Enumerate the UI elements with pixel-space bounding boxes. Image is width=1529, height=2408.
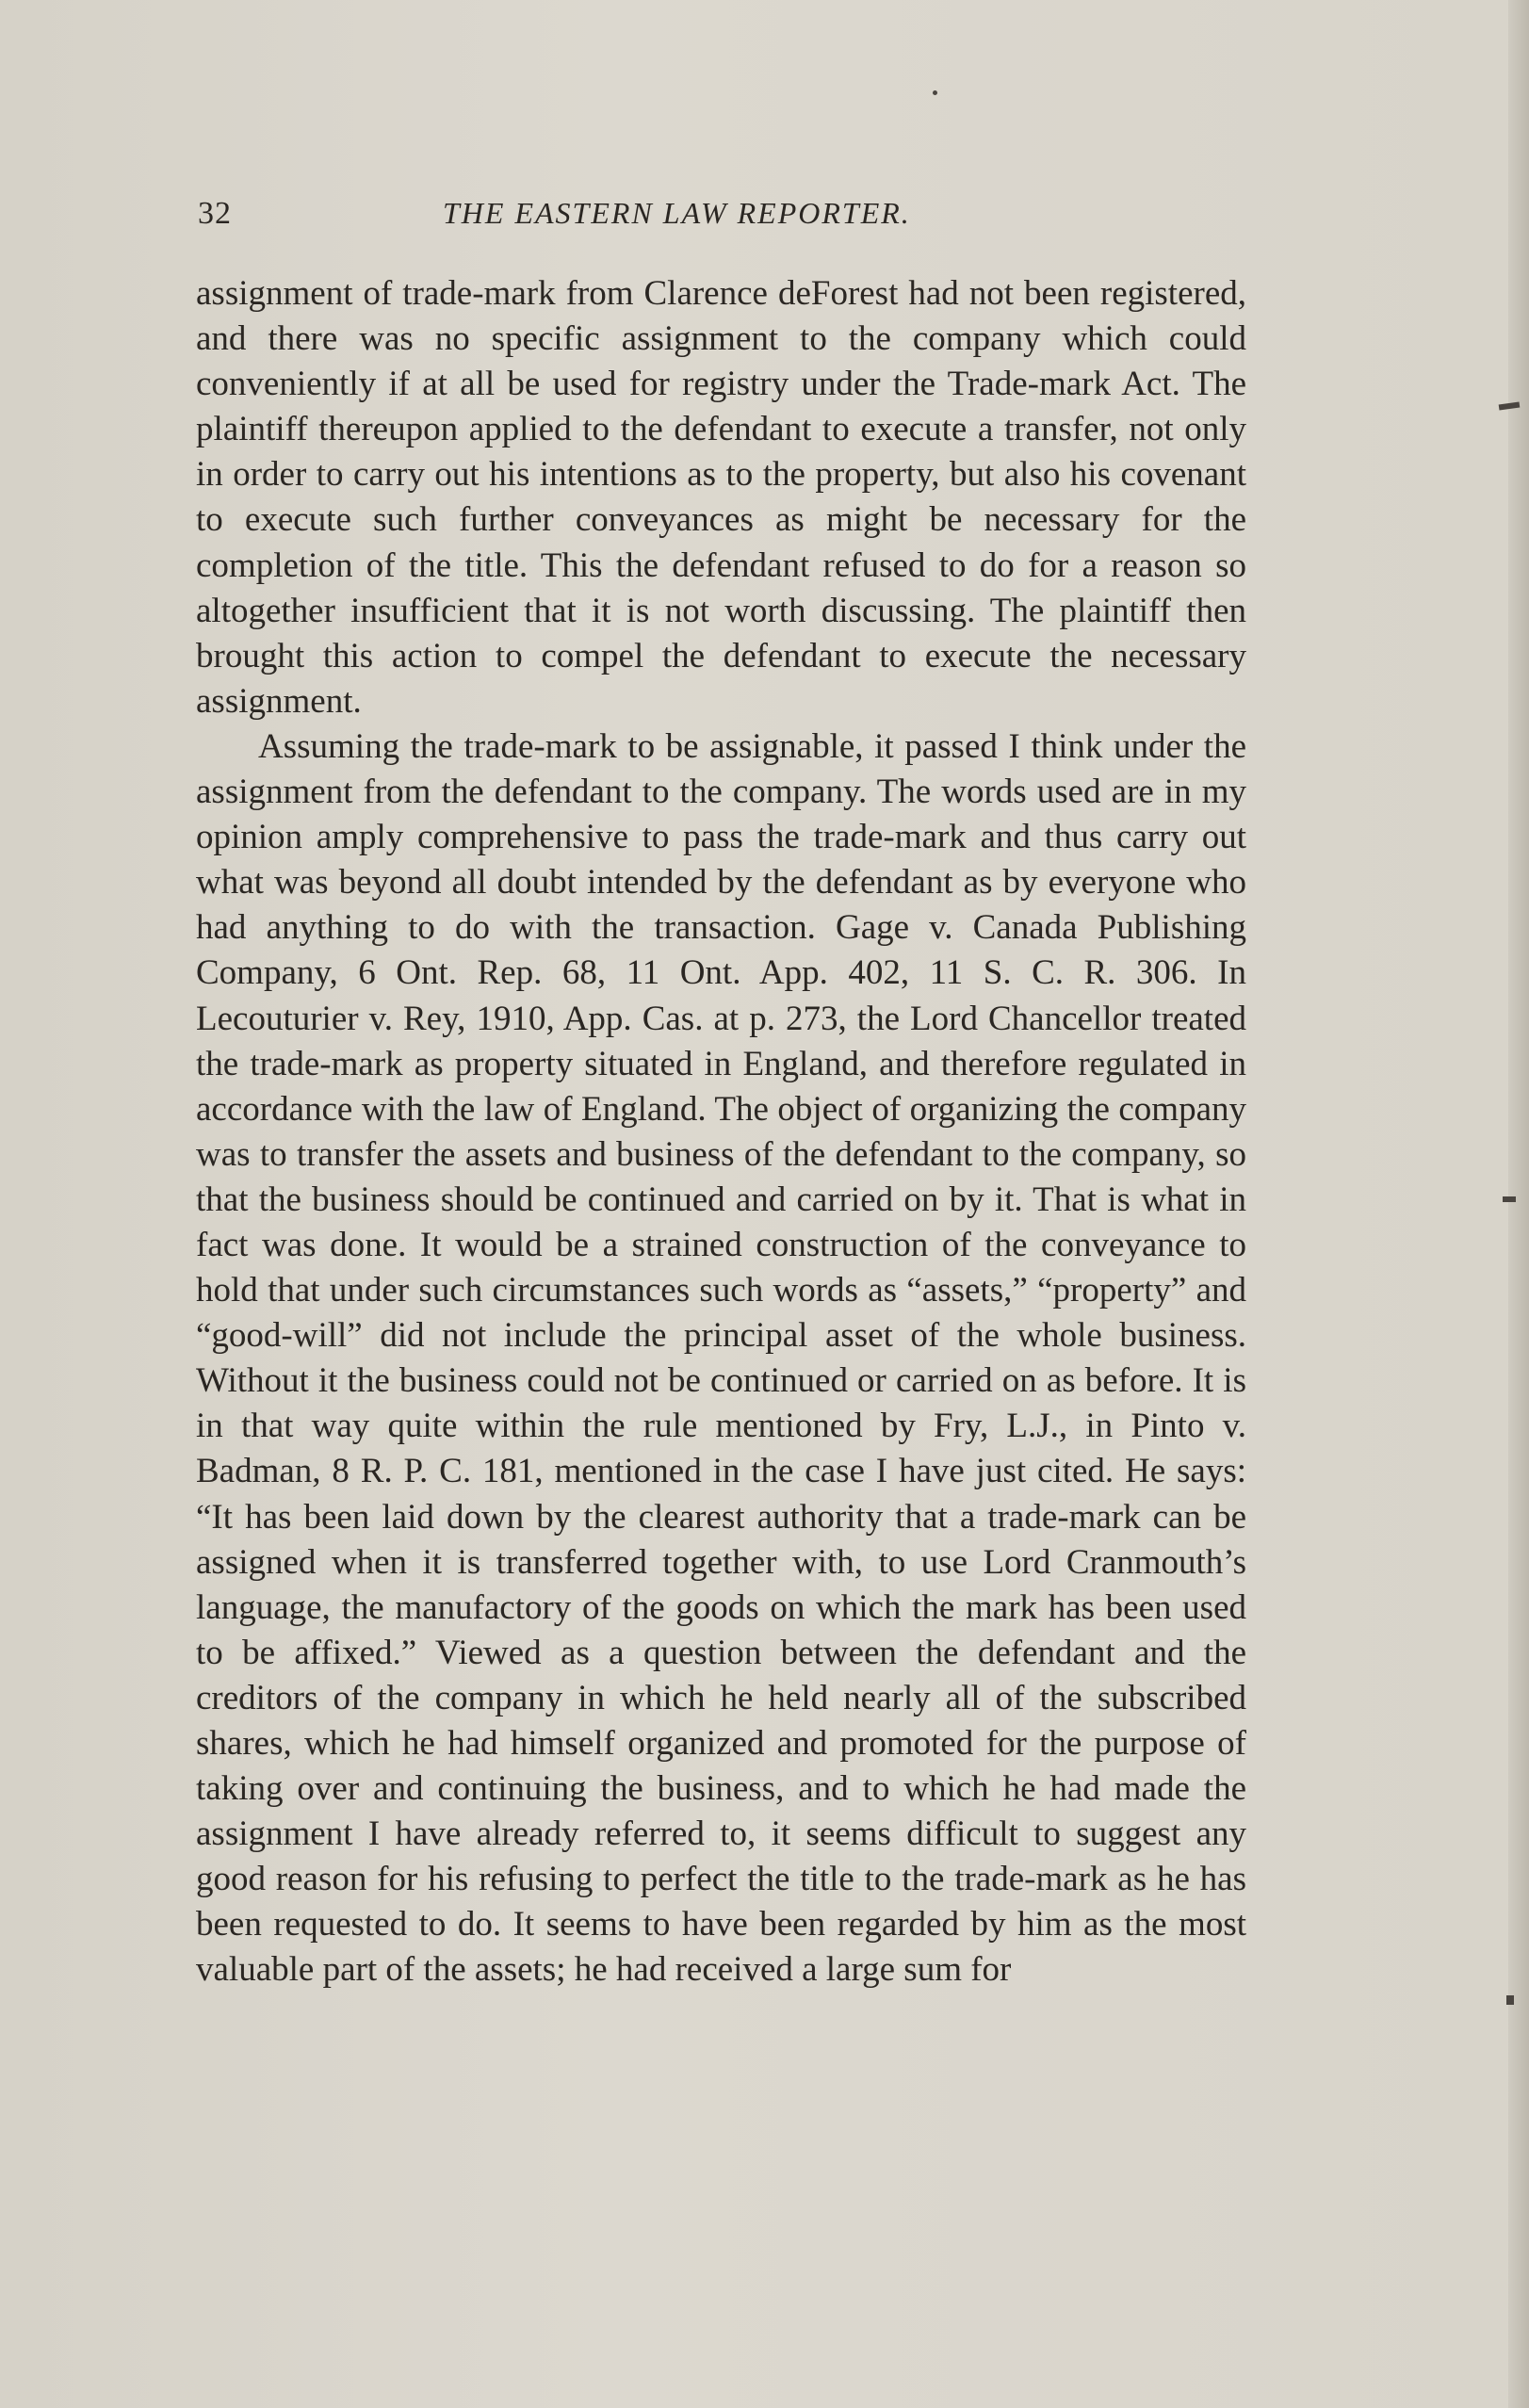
page-header <box>198 196 1253 243</box>
edge-speck <box>1506 1995 1514 2005</box>
ink-dot <box>933 90 937 95</box>
edge-speck <box>1503 1196 1516 1202</box>
paragraph-2: Assuming the trade-mark to be assignable, it passed I think under the assignment from the defendant to the company. The words used are in my opinion amply comprehensive to pass the trade-mark and thus carry out what was beyond all doubt intended by the defendant as by everyone who had anything to do with the transaction. Gage v. Canada Publishing Company, 6 Ont. Rep. 68, 11 Ont. App. 402, 11 S. C. R. 306. In Lecouturier v. Rey, 1910, App. Cas. at p. 273, the Lord Chancellor treated the trade-mark as property situated in England, and therefore regulated in accordance with the law of England. The object of organizing the company was to transfer the assets and business of the defendant to the company, so that the business should be continued and carried on by it. That is what in fact was done. It would be a strained construction of the conveyance to hold that under such circumstances such words as “assets,” “property” and “good-will” did not include the principal asset of the whole business. Without it the business could not be continued or carried on as before. It is in that way quite within the rule mentioned by Fry, L.J., in Pinto v. Badman, 8 R. P. C. 181, mentioned in the case I have just cited. He says: “It has been laid down by the clearest authority that a trade-mark can be assigned when it is transferred together with, to use Lord Cranmouth’s language, the manufactory of the goods on which the mark has been used to be affixed.” Viewed as a question between the defendant and the creditors of the company in which he held nearly all of the subscribed shares, which he had himself organized and promoted for the purpose of taking over and continuing the business, and to which he had made the assignment I have already referred to, it seems difficult to suggest any good reason for his refusing to perfect the title to the trade-mark as he has been requested to do. It seems to have been regarded by him as the most valuable part of the assets; he had received a large sum for <box>196 726 1246 1990</box>
running-title: THE EASTERN LAW REPORTER. <box>443 196 911 230</box>
page-number: 32 <box>198 196 232 231</box>
body-text <box>196 271 1246 1993</box>
page-edge <box>1508 0 1529 2408</box>
paragraph-1: assignment of trade-mark from Clarence deForest had not been registered, and there was no specific assignment to the company which could conveniently if at all be used for registry under the Trade-mark Act. The plaintiff thereupon applied to the defendant to execute a transfer, not only in order to carry out his intentions as to the property, but also his covenant to execute such further conveyances as might be necessary for the completion of the title. This the defendant refused to do for a reason so altogether insufficient that it is not worth discussing. The plaintiff then brought this action to compel the defendant to execute the necessary assignment. <box>196 274 1246 721</box>
